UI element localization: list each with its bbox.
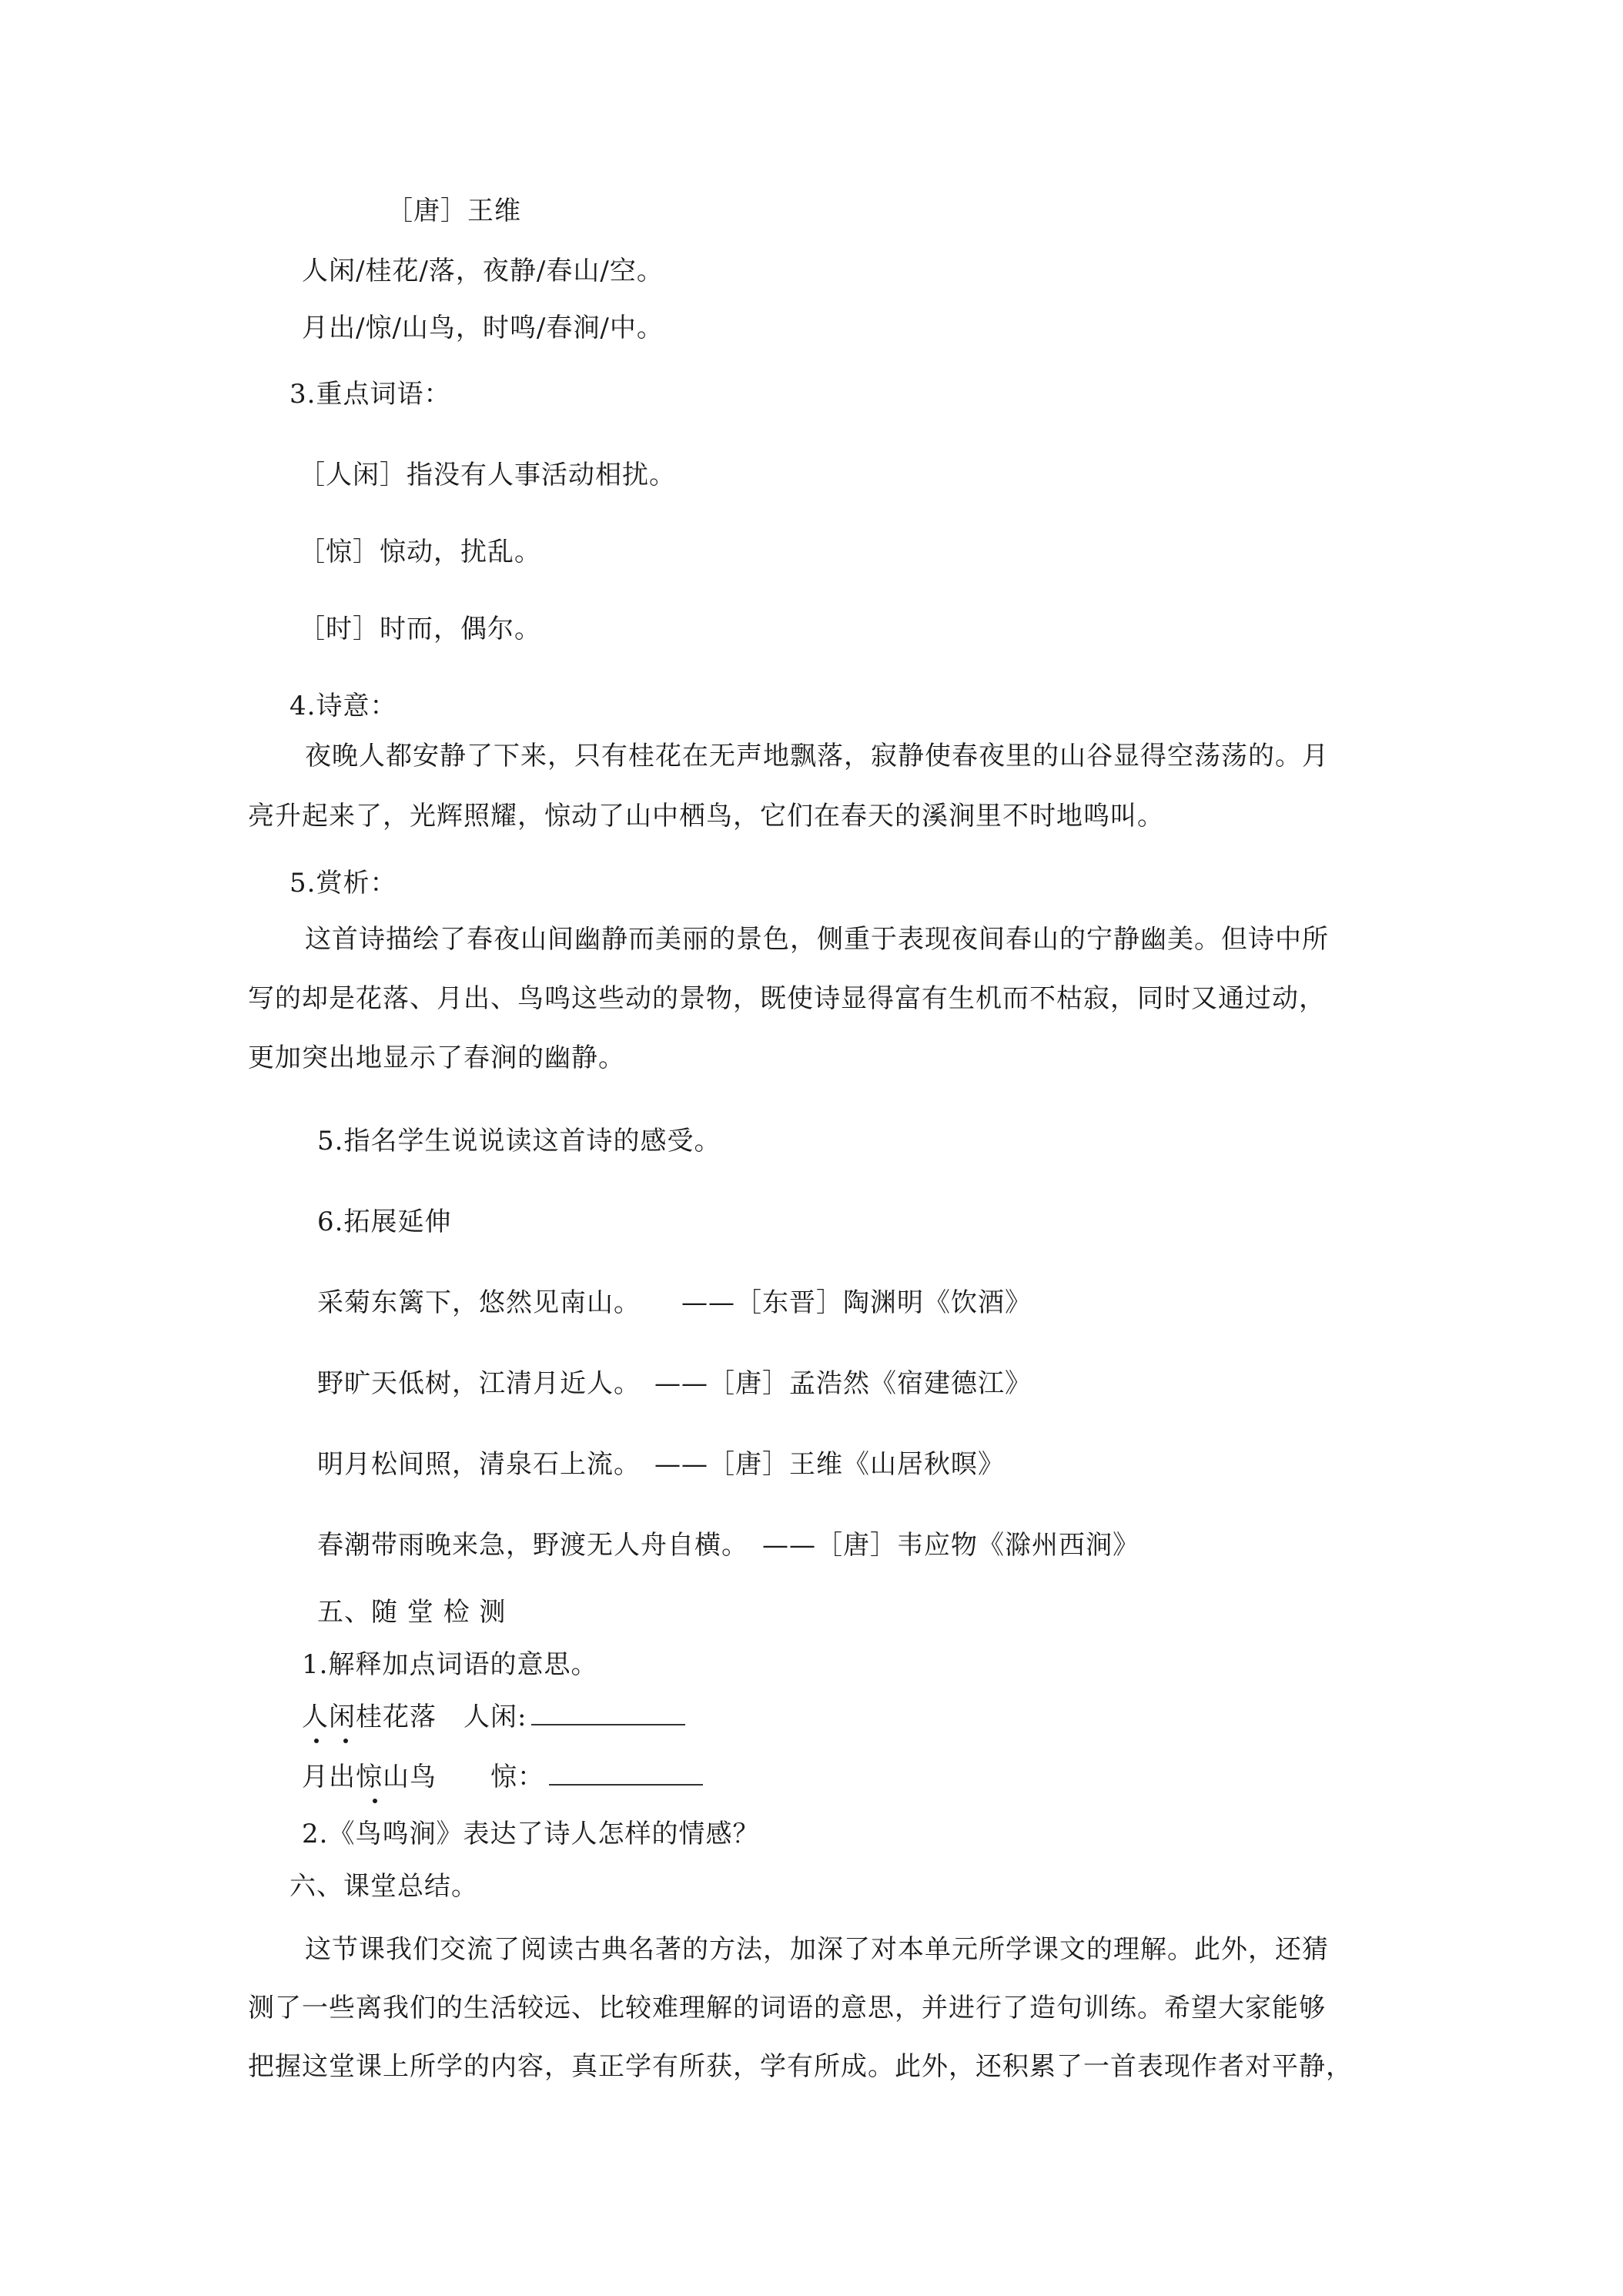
extension-item: 野旷天低树，江清月近人。 ——［唐］孟浩然《宿建德江》 bbox=[317, 1368, 1032, 1399]
appreciation-line: 写的却是花落、月出、鸟鸣这些动的景物，既使诗显得富有生机而不枯寂，同时又通过动， bbox=[248, 983, 1326, 1014]
appreciation-line: 这首诗描绘了春夜山间幽静而美丽的景色，侧重于表现夜间春山的宁静幽美。但诗中所 bbox=[305, 924, 1329, 955]
answer-blank[interactable] bbox=[531, 1701, 685, 1725]
meaning-heading: 4.诗意： bbox=[289, 691, 397, 721]
summary-line: 把握这堂课上所学的内容，真正学有所获，学有所成。此外，还积累了一首表现作者对平静， bbox=[248, 2051, 1353, 2082]
feeling-prompt: 5.指名学生说说读这首诗的感受。 bbox=[317, 1126, 721, 1156]
exercise-text: 人闲桂花落 人闲: bbox=[302, 1702, 527, 1732]
poem-author: ［唐］王维 bbox=[387, 196, 521, 226]
keyword-item: ［时］时而，偶尔。 bbox=[299, 614, 541, 644]
keywords-heading: 3.重点词语： bbox=[289, 379, 451, 410]
appreciation-line: 更加突出地显示了春涧的幽静。 bbox=[248, 1043, 625, 1073]
appreciation-heading: 5.赏析： bbox=[289, 868, 397, 899]
summary-line: 这节课我们交流了阅读古典名著的方法，加深了对本单元所学课文的理解。此外，还猜 bbox=[305, 1934, 1329, 1965]
test-heading: 五、随 堂 检 测 bbox=[317, 1597, 507, 1628]
extension-item: 采菊东篱下，悠然见南山。 ——［东晋］陶渊明《饮酒》 bbox=[317, 1287, 1032, 1318]
poem-line-2: 月出/惊/山鸟，时鸣/春涧/中。 bbox=[302, 313, 664, 343]
meaning-line: 亮升起来了，光辉照耀，惊动了山中栖鸟，它们在春天的溪涧里不时地鸣叫。 bbox=[248, 801, 1164, 832]
test-exercise-2 bbox=[302, 1760, 703, 1794]
extension-heading: 6.拓展延伸 bbox=[317, 1207, 452, 1237]
keyword-item: ［人闲］指没有人事活动相扰。 bbox=[299, 460, 676, 490]
emphasis-dot bbox=[314, 1739, 319, 1743]
summary-heading: 六、课堂总结。 bbox=[289, 1871, 478, 1902]
keyword-item: ［惊］惊动，扰乱。 bbox=[299, 537, 541, 567]
test-question-1: 1.解释加点词语的意思。 bbox=[302, 1649, 598, 1680]
exercise-text: 月出惊山鸟 惊： bbox=[302, 1762, 544, 1792]
summary-line: 测了一些离我们的生活较远、比较难理解的词语的意思，并进行了造句训练。希望大家能够 bbox=[248, 1993, 1326, 2023]
meaning-line: 夜晚人都安静了下来，只有桂花在无声地飘落，寂静使春夜里的山谷显得空荡荡的。月 bbox=[305, 741, 1329, 771]
poem-line-1: 人闲/桂花/落，夜静/春山/空。 bbox=[302, 256, 664, 286]
answer-blank[interactable] bbox=[549, 1761, 703, 1786]
extension-item: 明月松间照，清泉石上流。 ——［唐］王维《山居秋暝》 bbox=[317, 1449, 1005, 1480]
test-question-2: 2.《鸟鸣涧》表达了诗人怎样的情感？ bbox=[302, 1819, 760, 1849]
emphasis-dot bbox=[343, 1739, 348, 1743]
emphasis-dot bbox=[373, 1799, 377, 1803]
extension-item: 春潮带雨晚来急，野渡无人舟自横。 ——［唐］韦应物《滁州西涧》 bbox=[317, 1530, 1139, 1561]
test-exercise-1 bbox=[302, 1700, 685, 1734]
